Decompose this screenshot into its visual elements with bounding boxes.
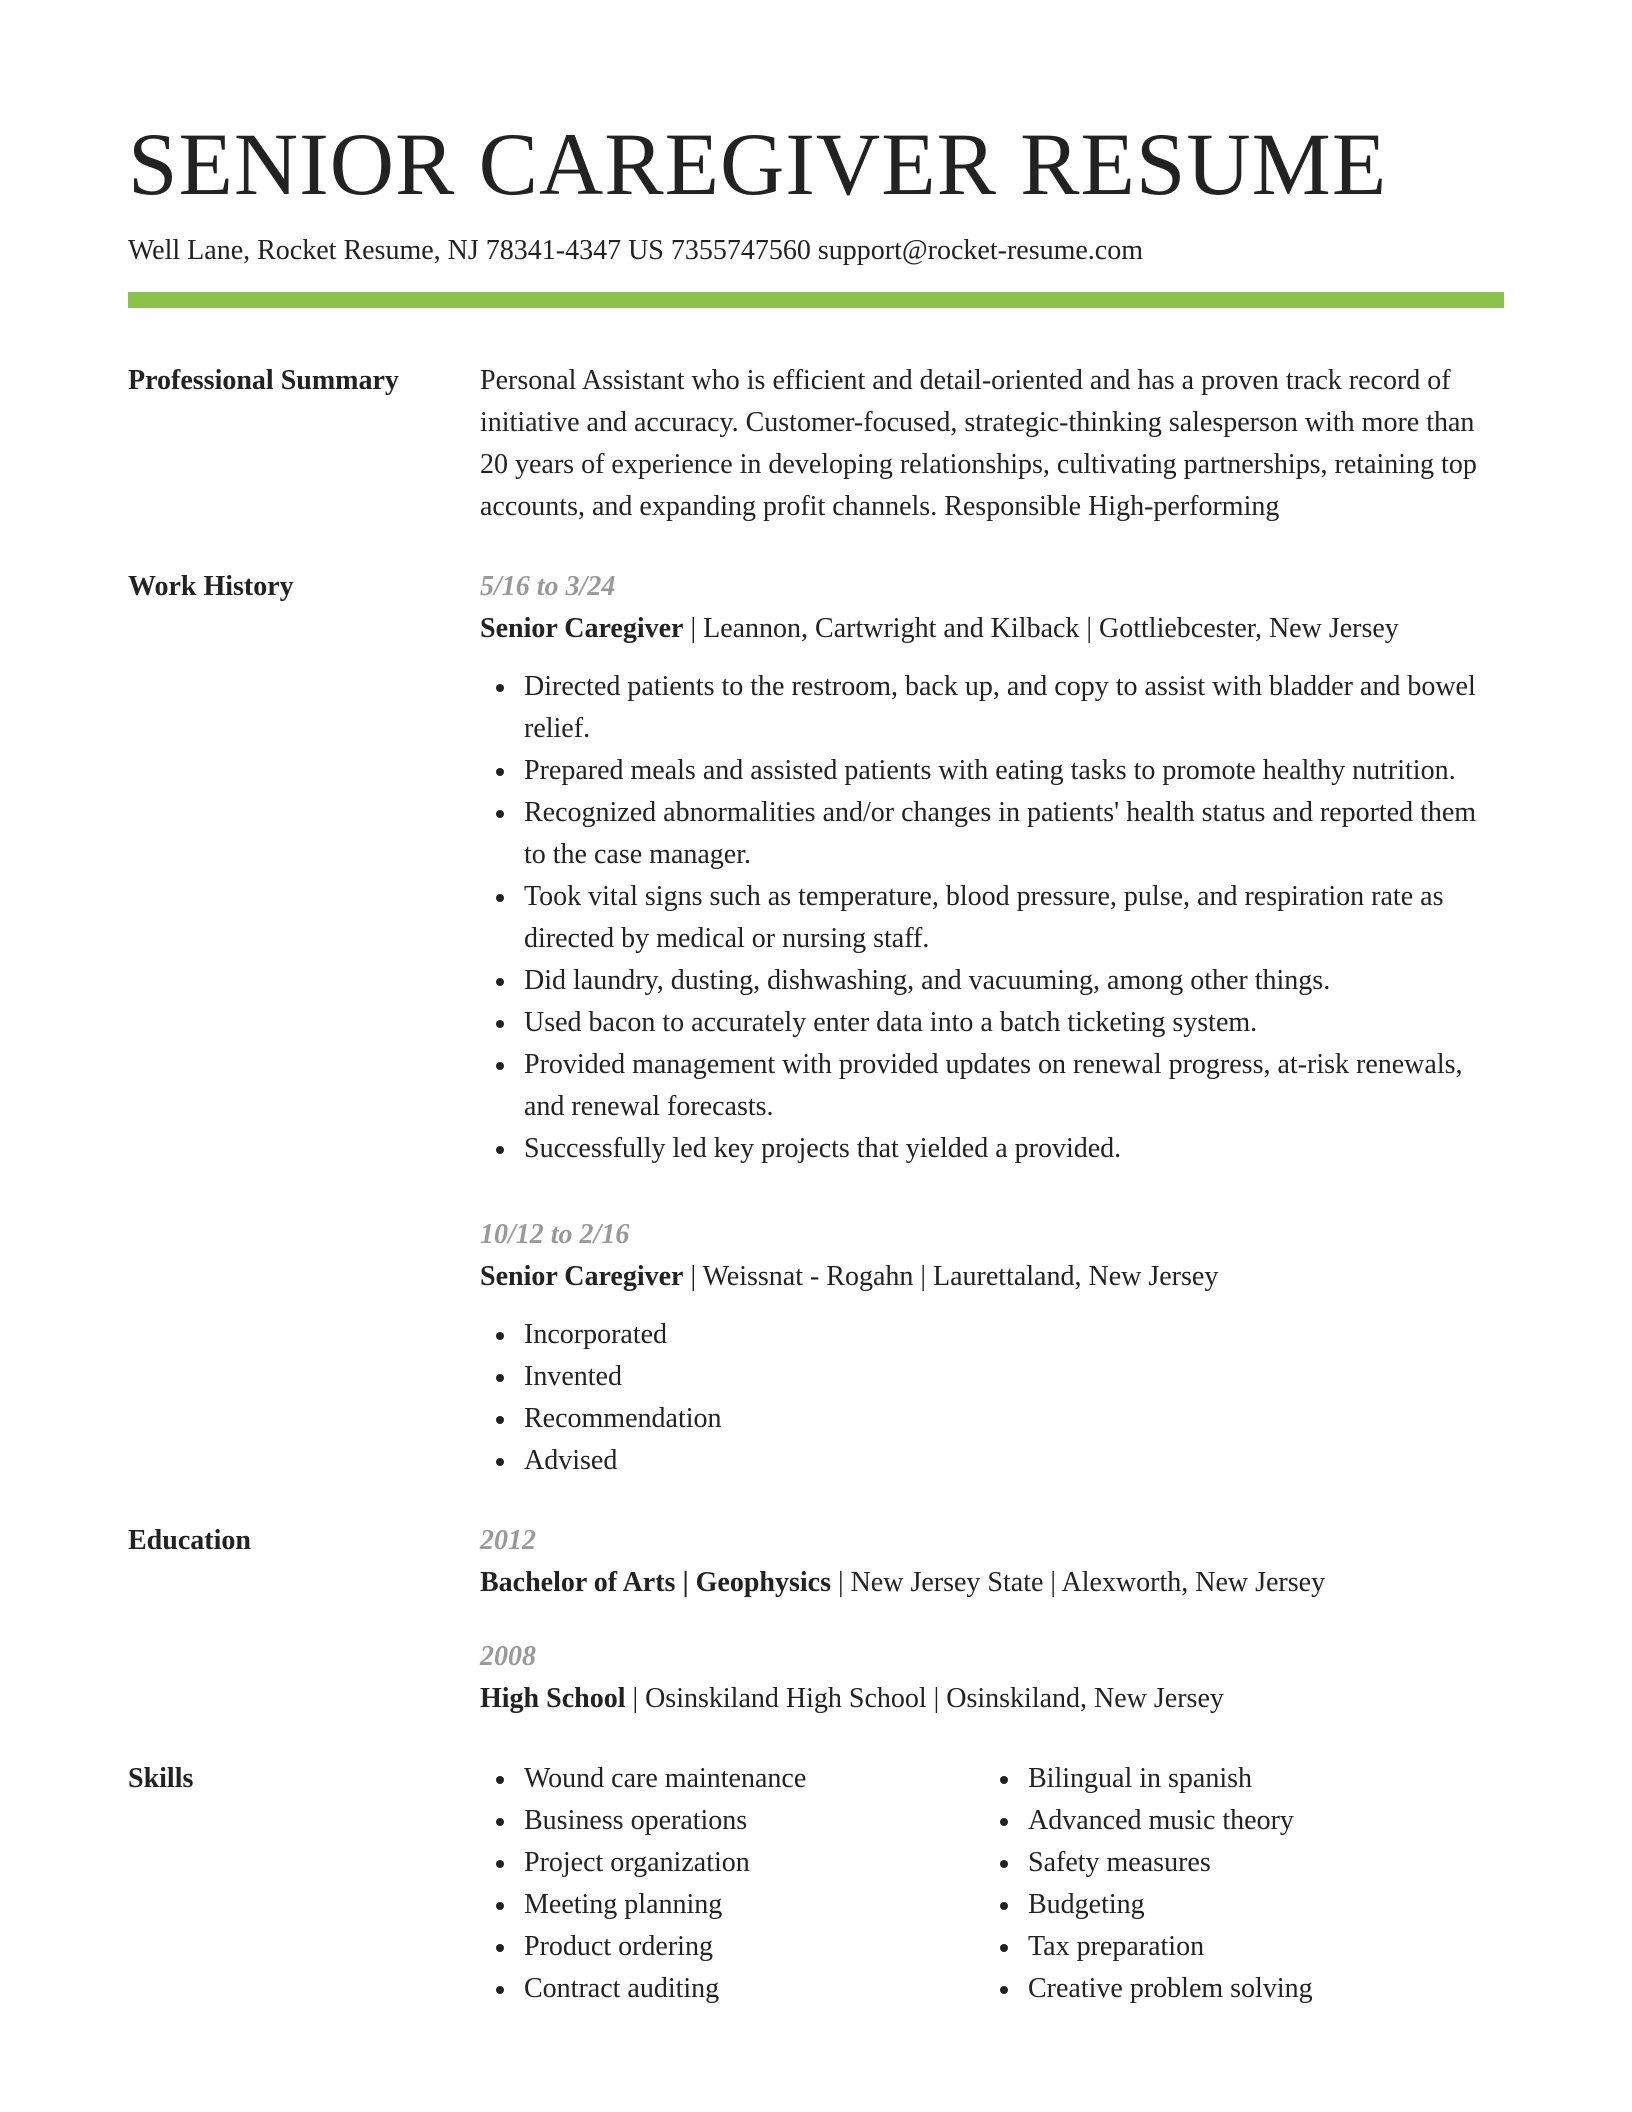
list-item: Invented (480, 1356, 1504, 1398)
job-bullets (480, 1314, 1504, 1482)
list-item: Directed patients to the restroom, back up, and copy to assist with bladder and bowel relief. (480, 666, 1504, 750)
section-label-summary: Professional Summary (128, 364, 399, 396)
list-item: Took vital signs such as temperature, blood pressure, pulse, and respiration rate as directed by medical or nursing staff. (480, 876, 1504, 960)
list-item: Wound care maintenance (480, 1758, 984, 1800)
list-item: Used bacon to accurately enter data into a batch ticketing system. (480, 1002, 1504, 1044)
section-label-education: Education (128, 1524, 251, 1556)
section-professional-summary (128, 360, 1504, 528)
job-dates: 10/12 to 2/16 (480, 1218, 630, 1250)
list-item: Did laundry, dusting, dishwashing, and vacuuming, among other things. (480, 960, 1504, 1002)
list-item: Project organization (480, 1842, 984, 1884)
section-label-work-history: Work History (128, 570, 294, 602)
education-degree: Bachelor of Arts | Geophysics (480, 1566, 831, 1598)
education-line (480, 1562, 1504, 1604)
list-item: Advanced music theory (984, 1800, 1488, 1842)
job-role-line (480, 1256, 1504, 1298)
list-item: Recommendation (480, 1398, 1504, 1440)
job-entry-1 (480, 566, 1504, 1170)
list-item: Successfully led key projects that yielded a provided. (480, 1128, 1504, 1170)
skills-columns (480, 1758, 1504, 2010)
section-education (128, 1520, 1504, 1720)
job-details: | Leannon, Cartwright and Kilback | Gottliebcester, New Jersey (683, 612, 1399, 644)
list-item: Contract auditing (480, 1968, 984, 2010)
section-work-history (128, 566, 1504, 1482)
education-line (480, 1678, 1504, 1720)
list-item: Incorporated (480, 1314, 1504, 1356)
job-dates: 5/16 to 3/24 (480, 570, 616, 602)
skills-column-1 (480, 1758, 984, 2010)
contact-line: Well Lane, Rocket Resume, NJ 78341-4347 US 7355747560 support@rocket-resume.com (128, 235, 1144, 267)
education-details: | New Jersey State | Alexworth, New Jersey (830, 1566, 1326, 1598)
list-item: Bilingual in spanish (984, 1758, 1488, 1800)
skills-column-2 (984, 1758, 1488, 2010)
job-title: Senior Caregiver (480, 612, 684, 644)
list-item: Business operations (480, 1800, 984, 1842)
education-degree: High School (480, 1682, 626, 1714)
section-label-skills: Skills (128, 1762, 194, 1794)
job-details: | Weissnat - Rogahn | Laurettaland, New Jersey (683, 1260, 1219, 1292)
list-item: Tax preparation (984, 1926, 1488, 1968)
list-item: Recognized abnormalities and/or changes in patients' health status and reported them to the case manager. (480, 792, 1504, 876)
section-skills (128, 1758, 1504, 2010)
job-role-line (480, 608, 1504, 650)
list-item: Creative problem solving (984, 1968, 1488, 2010)
education-year: 2008 (480, 1640, 536, 1672)
education-year: 2012 (480, 1524, 536, 1556)
list-item: Safety measures (984, 1842, 1488, 1884)
resume-title: SENIOR CAREGIVER RESUME (128, 116, 1388, 214)
summary-text: Personal Assistant who is efficient and detail-oriented and has a proven track record of initiative and accuracy. Customer-focused, strategic-thinking salesperson with more than 20 years of experience in developing relationships, cultivating partnerships, retaining top accounts, and expanding profit channels. Responsible High-performing (480, 364, 1477, 522)
education-entry-1 (480, 1520, 1504, 1604)
list-item: Budgeting (984, 1884, 1488, 1926)
list-item: Meeting planning (480, 1884, 984, 1926)
job-entry-2 (480, 1214, 1504, 1482)
list-item: Provided management with provided updates on renewal progress, at-risk renewals, and renewal forecasts. (480, 1044, 1504, 1128)
list-item: Product ordering (480, 1926, 984, 1968)
education-entry-2 (480, 1636, 1504, 1720)
education-details: | Osinskiland High School | Osinskiland, New Jersey (625, 1682, 1224, 1714)
job-bullets (480, 666, 1504, 1170)
list-item: Advised (480, 1440, 1504, 1482)
accent-divider (128, 292, 1504, 308)
job-title: Senior Caregiver (480, 1260, 684, 1292)
list-item: Prepared meals and assisted patients with eating tasks to promote healthy nutrition. (480, 750, 1504, 792)
